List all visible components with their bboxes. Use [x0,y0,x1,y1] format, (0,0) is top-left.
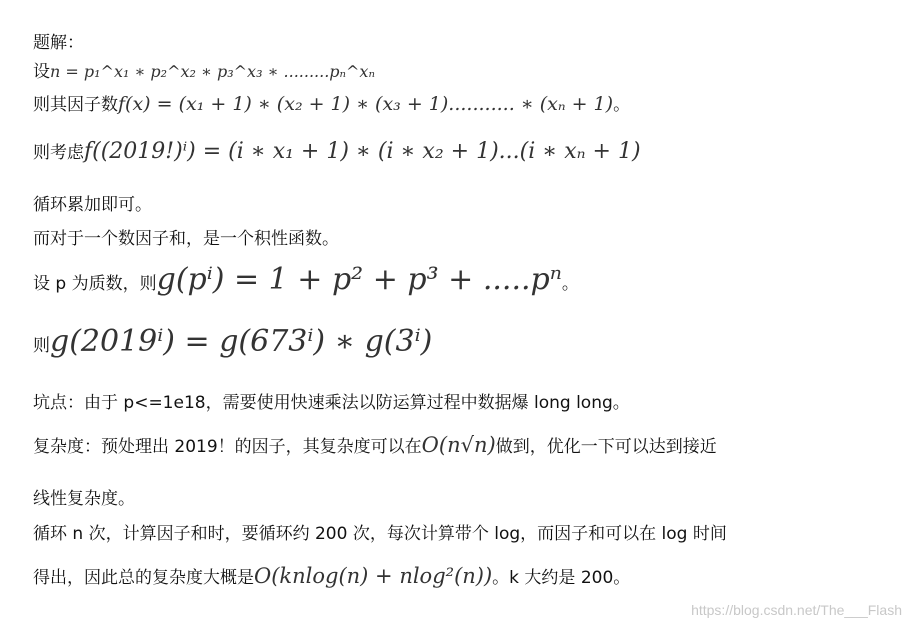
prime-sum-text: 设 p 为质数，则 [33,274,157,294]
line-total [33,563,630,588]
loop-sum-text: 循环累加即可。 [33,195,152,215]
line-def-n [33,57,375,82]
consider-text: 则考虑 [33,143,84,163]
total-formula: O(knlog(n) + nlog²(n)) [254,564,493,588]
line-prime-sum [33,262,579,297]
prime-sum-formula: g(pⁱ) = 1 + p² + p³ + .....pⁿ [156,262,562,297]
line-multiplicative [33,224,339,249]
title-text: 题解： [33,33,84,53]
complexity-formula: O(n√n) [421,433,496,457]
pitfall-text: 坑点：由于 p<=1e18，需要使用快速乘法以防运算过程中数据爆 long long。 [33,393,630,413]
line-title [33,28,84,53]
line-consider [33,138,641,164]
line-loop-sum [33,190,152,215]
linear-text: 线性复杂度。 [33,489,135,509]
complexity-tail: 做到，优化一下可以达到接近 [495,437,717,457]
factor-count-text: 则其因子数 [33,95,118,115]
g2019-text: 则 [33,336,50,356]
prime-sum-tail: 。 [561,274,579,294]
def-n-text: 设 [33,62,50,82]
loop-n-text: 循环 n 次，计算因子和时，要循环约 200 次，每次计算带个 log，而因子和可以在 log 时间 [33,524,727,544]
line-loop-n [33,519,727,544]
factor-count-tail: 。 [613,95,631,115]
line-linear [33,484,135,509]
multiplicative-text: 而对于一个数因子和，是一个积性函数。 [33,229,339,249]
def-n-formula: n = p₁^x₁ ∗ p₂^x₂ ∗ p₃^x₃ ∗ .........pₙ^xₙ [50,62,375,81]
line-pitfall [33,388,630,413]
watermark: https://blog.csdn.net/The___Flash [691,602,902,618]
line-complexity [33,432,717,457]
consider-formula: f((2019!)ⁱ) = (i ∗ x₁ + 1) ∗ (i ∗ x₂ + 1)...(i ∗ xₙ + 1) [84,139,641,164]
total-text: 得出，因此总的复杂度大概是 [33,568,254,588]
line-factor-count [33,90,630,115]
factor-count-formula: f(x) = (x₁ + 1) ∗ (x₂ + 1) ∗ (x₃ + 1)........... ∗ (xₙ + 1) [118,93,614,115]
total-tail: 。k 大约是 200。 [492,568,631,588]
g2019-formula: g(2019ⁱ) = g(673ⁱ) ∗ g(3ⁱ) [50,324,433,359]
complexity-text: 复杂度：预处理出 2019！的因子，其复杂度可以在 [33,437,422,457]
line-g2019 [33,324,432,359]
